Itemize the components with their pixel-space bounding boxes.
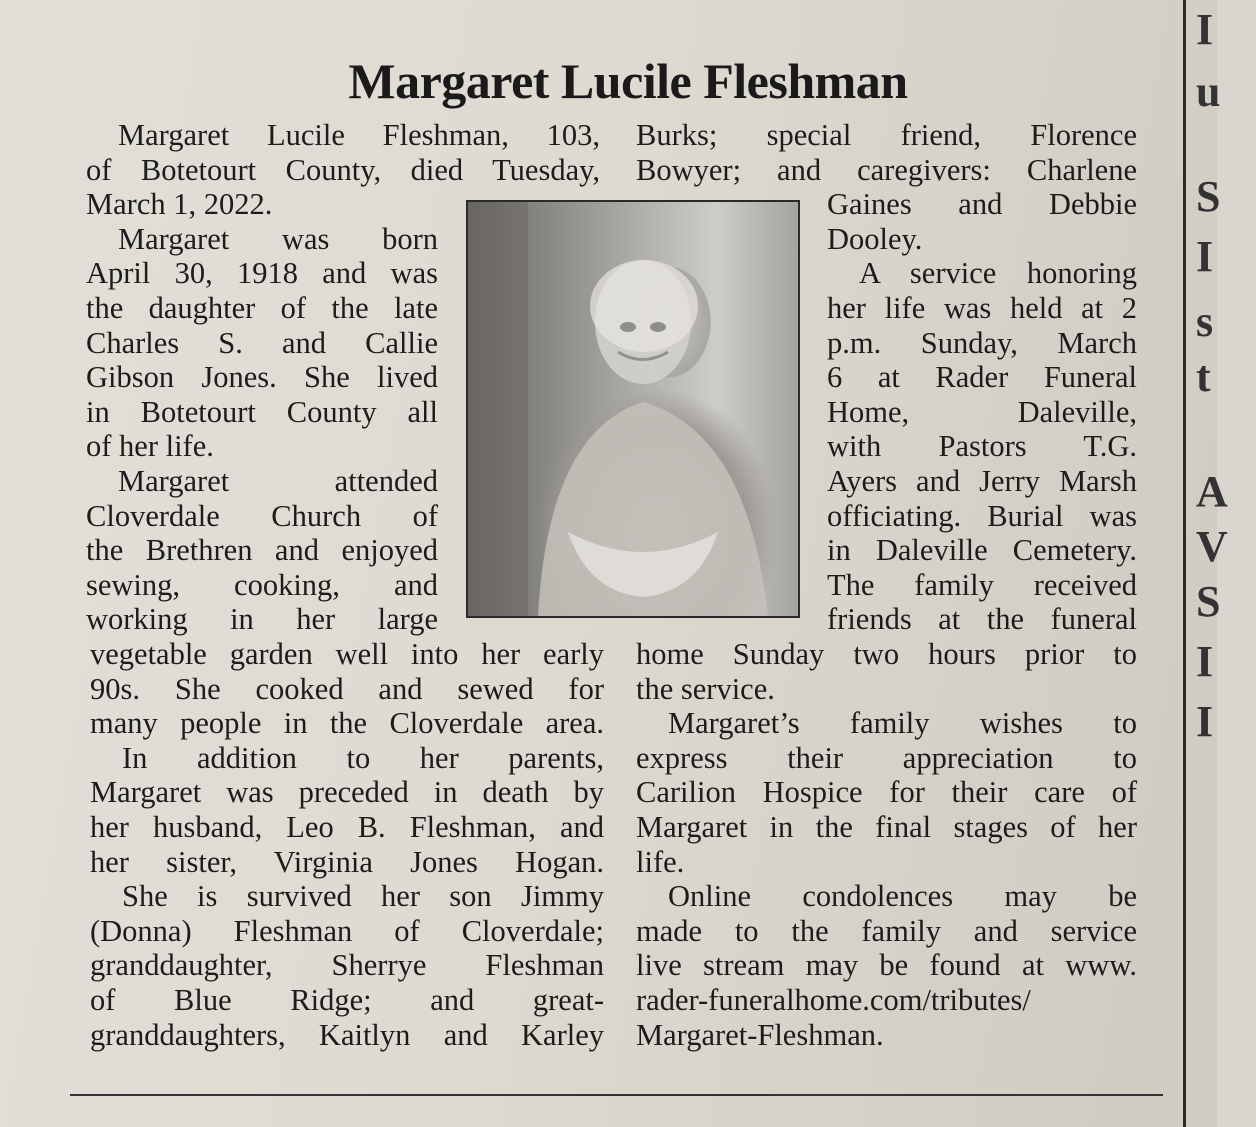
text-line: sewing, cooking, and <box>86 567 438 602</box>
text-line: Margaret was born <box>118 221 438 256</box>
edge-letter: I <box>1196 232 1214 281</box>
edge-letter: I <box>1196 697 1214 746</box>
text-line: with Pastors T.G. <box>827 429 1137 464</box>
text-line: live stream may be found at www. <box>636 948 1137 983</box>
text-line: home Sunday two hours prior to <box>636 637 1137 671</box>
text-line: April 30, 1918 and was <box>86 256 438 291</box>
text-line: her life was held at 2 <box>827 291 1137 325</box>
bottom-rule <box>70 1094 1163 1096</box>
text-line: in Botetourt County all <box>86 394 438 429</box>
text-line: Gaines and Debbie <box>827 187 1137 222</box>
edge-letter: s <box>1196 297 1214 346</box>
edge-letter: A <box>1196 467 1228 516</box>
edge-letter: S <box>1196 172 1221 221</box>
text-line: Dooley. <box>827 221 923 256</box>
text-line: Burks; special friend, Florence <box>636 118 1137 152</box>
text-line: She is survived her son Jimmy <box>122 879 604 914</box>
text-line: Margaret attended <box>118 464 438 498</box>
text-line: her sister, Virginia Jones Hogan. <box>90 844 604 879</box>
text-line: of Blue Ridge; and great- <box>90 983 604 1017</box>
text-line: rader-funeralhome.com/tributes/ <box>636 983 1031 1017</box>
text-line: of her life. <box>86 429 214 464</box>
text-line: March 1, 2022. <box>86 187 273 222</box>
text-line: her husband, Leo B. Fleshman, and <box>90 810 604 844</box>
text-line: Online condolences may be <box>668 879 1137 914</box>
text-line: Home, Daleville, <box>827 394 1137 429</box>
text-line: p.m. Sunday, March <box>827 325 1137 360</box>
text-line: Margaret-Fleshman. <box>636 1017 884 1052</box>
edge-letter: I <box>1196 5 1214 54</box>
text-line: Margaret in the final stages of her <box>636 810 1137 844</box>
text-line: granddaughters, Kaitlyn and Karley <box>90 1017 604 1052</box>
text-line: In addition to her parents, <box>122 740 604 775</box>
text-line: vegetable garden well into her early <box>90 637 604 671</box>
edge-letter: S <box>1196 577 1221 626</box>
edge-letter: I <box>1196 637 1214 686</box>
text-line: Charles S. and Callie <box>86 325 438 360</box>
text-line: Carilion Hospice for their care of <box>636 775 1137 810</box>
edge-letter: t <box>1196 352 1211 401</box>
obituary-headline: Margaret Lucile Fleshman <box>348 53 908 109</box>
portrait-photo <box>466 200 800 618</box>
text-line: the daughter of the late <box>86 291 438 325</box>
edge-letter: V <box>1196 522 1228 571</box>
text-line: officiating. Burial was <box>827 498 1137 533</box>
text-line: the Brethren and enjoyed <box>86 533 438 568</box>
text-line: A service honoring <box>859 256 1137 291</box>
text-line: friends at the funeral <box>827 602 1137 637</box>
text-line: in Daleville Cemetery. <box>827 533 1137 568</box>
text-line: The family received <box>827 567 1137 602</box>
text-line: working in her large <box>86 602 438 637</box>
text-line: Gibson Jones. She lived <box>86 360 438 395</box>
text-line: 6 at Rader Funeral <box>827 360 1137 395</box>
text-line: the service. <box>636 671 775 706</box>
text-line: Margaret’s family wishes to <box>668 706 1137 741</box>
text-line: Margaret Lucile Fleshman, 103, <box>118 118 600 152</box>
text-line: of Botetourt County, died Tuesday, <box>86 152 600 187</box>
edge-letter: u <box>1196 67 1221 116</box>
text-line: many people in the Cloverdale area. <box>90 706 604 741</box>
text-line: Cloverdale Church of <box>86 498 438 533</box>
text-line: Margaret was preceded in death by <box>90 775 604 810</box>
portrait-illustration <box>468 202 798 616</box>
text-line: express their appreciation to <box>636 740 1137 775</box>
column-rule <box>1183 0 1186 1127</box>
text-line: Bowyer; and caregivers: Charlene <box>636 152 1137 187</box>
text-line: Ayers and Jerry Marsh <box>827 464 1137 498</box>
text-line: granddaughter, Sherrye Fleshman <box>90 948 604 983</box>
text-line: made to the family and service <box>636 913 1137 948</box>
text-line: 90s. She cooked and sewed for <box>90 671 604 706</box>
text-line: (Donna) Fleshman of Cloverdale; <box>90 913 604 948</box>
text-line: life. <box>636 844 685 879</box>
